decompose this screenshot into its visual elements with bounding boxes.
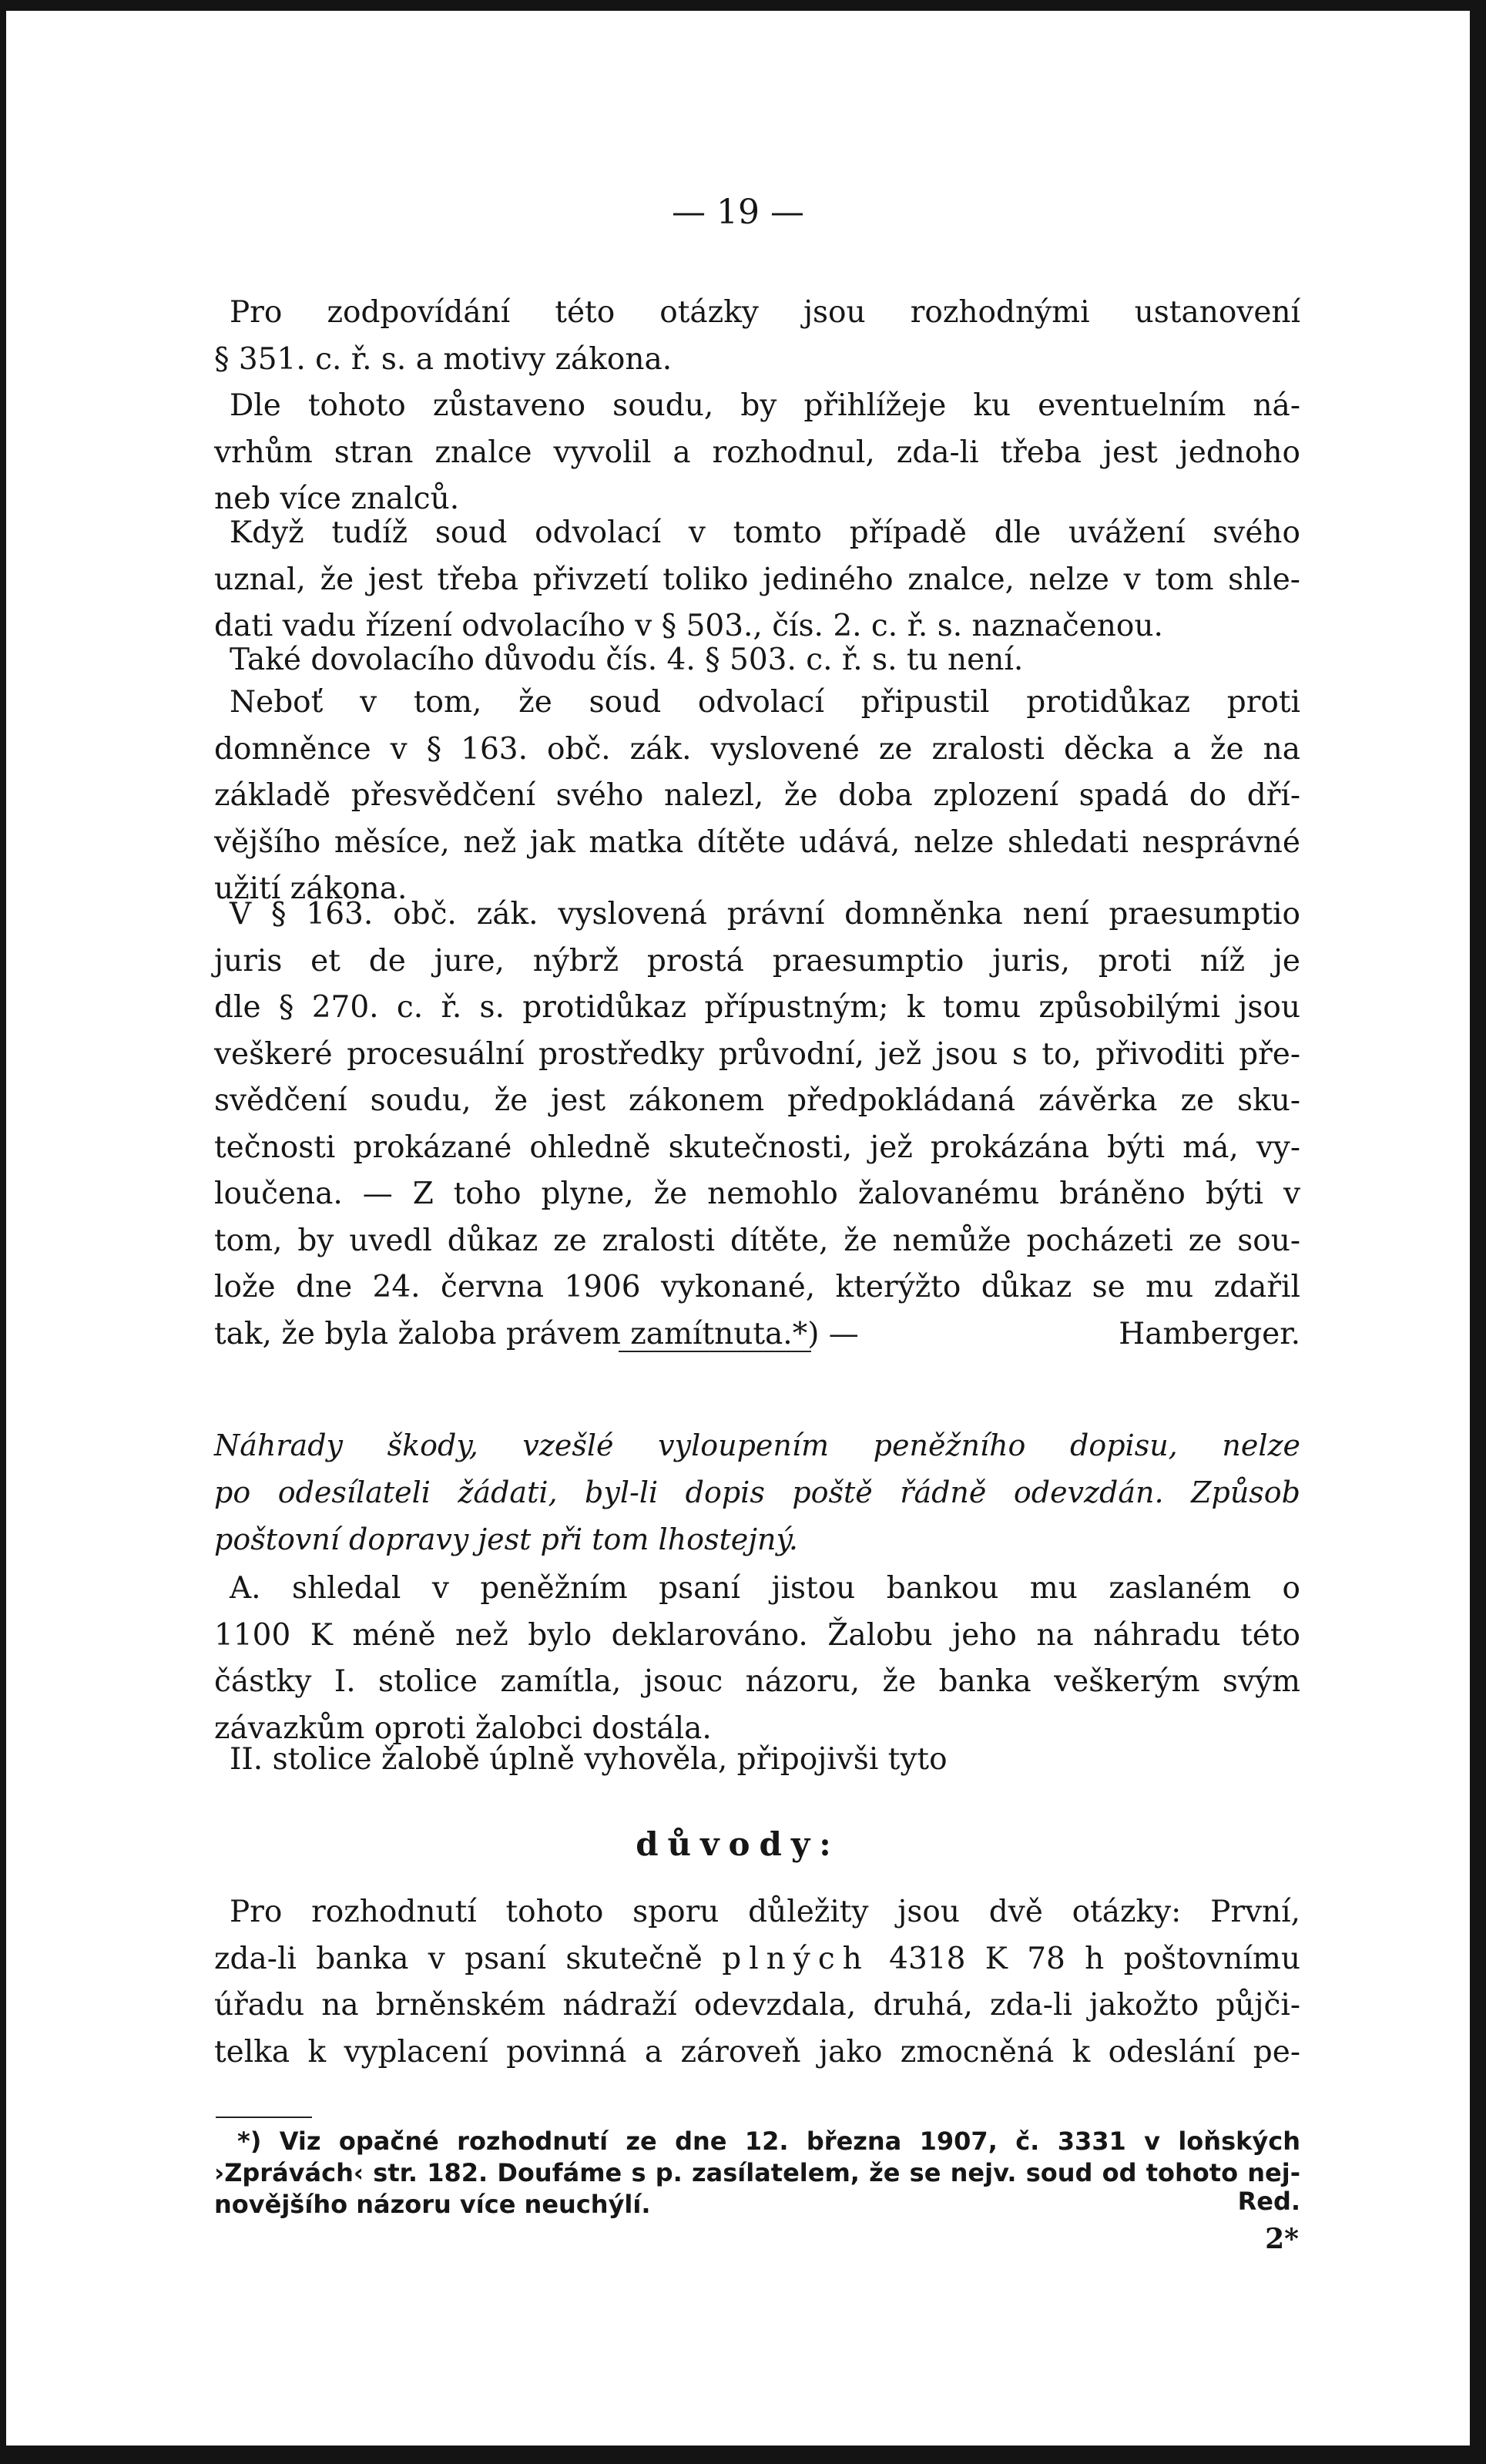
- page-number: — 19 —: [672, 193, 804, 232]
- closing-text: tak, že byla žaloba právem zamítnuta.*) —: [214, 1316, 859, 1351]
- editor-sign: Red.: [1237, 2187, 1300, 2216]
- text-line: uznal, že jest třeba přivzetí toliko jediného znalce, nelze v tom shle-: [214, 562, 1300, 597]
- paragraph-7: [214, 1566, 1300, 1752]
- text-line: [214, 1936, 1300, 1983]
- text-line: částky I. stolice zamítla, jsouc názoru, že banka veškerým svým: [214, 1664, 1300, 1699]
- text-line: úřadu na brněnském nádraží odevzdala, druhá, zda-li jakožto půjči-: [214, 1988, 1300, 2023]
- reasons-heading: důvody:: [636, 1825, 840, 1863]
- book-page: [6, 11, 1470, 2446]
- text-line: dle § 270. c. ř. s. protidůkaz přípustným; k tomu způsobilými jsou: [214, 990, 1300, 1025]
- text-line: veškeré procesuální prostředky průvodní, jež jsou s to, přivoditi pře-: [214, 1036, 1300, 1072]
- text-line: § 351. c. ř. s. a motivy zákona.: [214, 341, 673, 377]
- paragraph-4: [214, 637, 1300, 684]
- headnote-line: po odesílateli žádati, byl-li dopis poště řádně odevzdán. Způsob: [214, 1475, 1300, 1509]
- text-line: užití zákona.: [214, 871, 408, 906]
- footnote-text: novějšího názoru více neuchýlí.: [214, 2190, 651, 2219]
- printer-signature: 2*: [1265, 2223, 1299, 2255]
- paragraph-8: [214, 1737, 1300, 1784]
- text-line: II. stolice žalobě úplně vyhověla, připojivši tyto: [230, 1742, 948, 1777]
- text-line: 1100 K méně než bylo deklarováno. Žalobu jeho na náhradu této: [214, 1617, 1300, 1653]
- case-headnote: [214, 1422, 1300, 1563]
- text-line: Také dovolacího důvodu čís. 4. § 503. c. ř. s. tu není.: [230, 643, 1024, 677]
- text-line: loučena. — Z toho plyne, že nemohlo žalovanému bráněno býti v: [214, 1177, 1300, 1211]
- paragraph-2: [214, 383, 1300, 523]
- text-segment: zda-li banka v psaní skutečně: [214, 1941, 703, 1976]
- author-name: Hamberger.: [1119, 1316, 1300, 1351]
- text-segment: 4318 K 78 h poštovnímu: [889, 1941, 1300, 1976]
- text-line: tom, by uvedl důkaz ze zralosti dítěte, že nemůže pocházeti ze sou-: [214, 1223, 1300, 1258]
- text-line: Neboť v tom, že soud odvolací připustil protidůkaz proti: [230, 685, 1300, 720]
- spaced-emphasis: plných: [722, 1941, 870, 1976]
- footnote-line: [214, 2189, 1300, 2221]
- text-line: A. shledal v peněžním psaní jistou bankou mu zaslaném o: [230, 1571, 1300, 1606]
- text-line: Pro rozhodnutí tohoto sporu důležity jsou dvě otázky: První,: [230, 1895, 1300, 1929]
- paragraph-5: [214, 680, 1300, 913]
- footnote-rule: [216, 2117, 312, 2118]
- text-line: Dle tohoto zůstaveno soudu, by přihlížeje ku eventuelním ná-: [230, 388, 1300, 423]
- footnote-line: *) Viz opačné rozhodnutí ze dne 12. března 1907, č. 3331 v loňských: [237, 2127, 1300, 2156]
- text-line: dati vadu řízení odvolacího v § 503., čís. 2. c. ř. s. naznačenou.: [214, 609, 1163, 643]
- paragraph-1: [214, 290, 1300, 383]
- text-line: Pro zodpovídání této otázky jsou rozhodnými ustanovení: [230, 295, 1300, 330]
- paragraph-9: [214, 1889, 1300, 2076]
- text-line: juris et de jure, nýbrž prostá praesumptio juris, proti níž je: [214, 943, 1300, 979]
- headnote-line: poštovní dopravy jest při tom lhostejný.: [214, 1522, 799, 1556]
- text-line: telka k vyplacení povinná a zároveň jako zmocněná k odeslání pe-: [214, 2034, 1300, 2070]
- text-line: svědčení soudu, že jest zákonem předpokládaná závěrka ze sku-: [214, 1083, 1300, 1118]
- headnote-line: Náhrady škody, vzešlé vyloupením peněžního dopisu, nelze: [214, 1428, 1300, 1462]
- text-line: neb více znalců.: [214, 482, 460, 516]
- paragraph-3: [214, 510, 1300, 650]
- section-divider: [619, 1351, 811, 1352]
- text-line: vrhům stran znalce vyvolil a rozhodnul, zda-li třeba jest jednoho: [214, 435, 1300, 470]
- paragraph-6: [214, 891, 1300, 1358]
- text-line: tečnosti prokázané ohledně skutečnosti, jež prokázána býti má, vy-: [214, 1130, 1300, 1165]
- footnote: [214, 2126, 1300, 2221]
- footnote-line: ›Zprávách‹ str. 182. Doufáme s p. zasílatelem, že se nejv. soud od tohoto nej-: [214, 2158, 1300, 2187]
- text-line: lože dne 24. června 1906 vykonané, kterýžto důkaz se mu zdařil: [214, 1270, 1300, 1304]
- text-line: závazkům oproti žalobci dostála.: [214, 1710, 712, 1746]
- text-line: V § 163. obč. zák. vyslovená právní domněnka není praesumptio: [230, 897, 1300, 932]
- text-line: základě přesvědčení svého nalezl, že doba zplození spadá do dří-: [214, 778, 1300, 813]
- text-line: vějšího měsíce, než jak matka dítěte udává, nelze shledati nesprávné: [214, 824, 1300, 860]
- text-line: domněnce v § 163. obč. zák. vyslovené ze zralosti děcka a že na: [214, 731, 1300, 767]
- text-line: Když tudíž soud odvolací v tomto případě dle uvážení svého: [230, 515, 1300, 550]
